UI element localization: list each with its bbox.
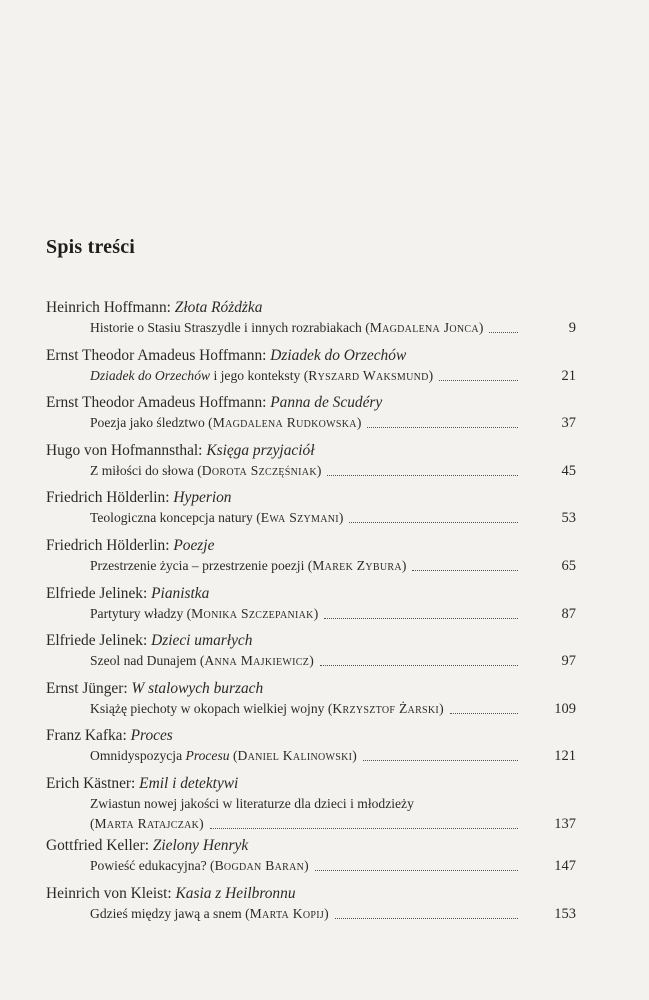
toc-entry bbox=[46, 774, 576, 836]
dot-leader bbox=[412, 569, 518, 571]
chapter-title: Powieść edukacyjna? (Bogdan Baran) bbox=[90, 857, 309, 873]
toc-entry bbox=[46, 584, 576, 632]
work-title: Złota Różdżka bbox=[174, 299, 263, 316]
dot-leader bbox=[327, 474, 518, 476]
page-number: 137 bbox=[554, 815, 576, 832]
dot-leader bbox=[363, 759, 518, 761]
work-title: Dziadek do Orzechów bbox=[270, 346, 407, 364]
toc-entry bbox=[46, 679, 576, 727]
author-name: Erich Kästner: bbox=[46, 774, 140, 792]
author-name: Franz Kafka: bbox=[46, 727, 131, 745]
chapter-line bbox=[90, 794, 576, 814]
page-number: 87 bbox=[561, 605, 576, 622]
contributor-name: Anna Majkiewicz bbox=[204, 653, 310, 669]
chapter-title: Z miłości do słowa (Dorota Szczęśniak) bbox=[90, 462, 322, 478]
author-line bbox=[46, 298, 576, 318]
toc-entry bbox=[46, 393, 576, 441]
author-name: Ernst Theodor Amadeus Hoffmann: bbox=[46, 346, 271, 364]
chapter-title: Przestrzenie życia – przestrzenie poezji (Marek Zybura) bbox=[90, 557, 407, 573]
page-number: 45 bbox=[561, 462, 576, 479]
chapter-title: Gdzieś między jawą a snem (Marta Kopij) bbox=[90, 905, 329, 921]
dot-leader bbox=[450, 712, 518, 714]
dot-leader bbox=[320, 664, 518, 666]
chapter-title: Partytury władzy (Monika Szczepaniak) bbox=[90, 605, 319, 621]
contributor-name: Daniel Kalinowski bbox=[237, 748, 353, 764]
author-line bbox=[46, 679, 576, 699]
author-name: Hugo von Hofmannsthal: bbox=[46, 441, 207, 459]
dot-leader bbox=[324, 617, 518, 619]
dot-leader bbox=[335, 917, 518, 919]
work-title: Księga przyjaciół bbox=[206, 441, 315, 459]
contributor-name: Ryszard Waksmund bbox=[308, 367, 429, 383]
author-name: Ernst Theodor Amadeus Hoffmann: bbox=[46, 394, 271, 412]
page-number: 153 bbox=[554, 905, 576, 922]
chapter-title: Dziadek do Orzechów i jego konteksty (Ryszard Waksmund) bbox=[90, 367, 434, 383]
page-number: 121 bbox=[554, 748, 576, 765]
author-line bbox=[46, 836, 576, 856]
toc-entry bbox=[46, 298, 576, 346]
contributor-name: Magdalena Rudkowska bbox=[212, 415, 357, 431]
author-line bbox=[46, 346, 576, 366]
toc-entry bbox=[46, 346, 576, 394]
chapter-line bbox=[90, 699, 576, 719]
page-number: 109 bbox=[554, 700, 576, 717]
page-number: 53 bbox=[561, 510, 576, 527]
chapter-line bbox=[90, 651, 576, 671]
contributor-name: Marek Zybura bbox=[312, 557, 402, 573]
work-title: Hyperion bbox=[173, 489, 232, 507]
dot-leader bbox=[349, 521, 518, 523]
page-number: 9 bbox=[568, 320, 576, 336]
chapter-line bbox=[90, 856, 576, 876]
toc-entry bbox=[46, 441, 576, 489]
author-name: Ernst Jünger: bbox=[46, 679, 132, 697]
author-name: Friedrich Hölderlin: bbox=[46, 489, 174, 507]
contributor-name: Marta Ratajczak bbox=[94, 815, 200, 831]
author-line bbox=[46, 488, 576, 508]
contributor-name: Dorota Szczęśniak bbox=[201, 462, 317, 478]
author-line bbox=[46, 584, 576, 604]
toc-entry bbox=[46, 631, 576, 679]
contributor-name: Bogdan Baran bbox=[214, 857, 305, 873]
author-name: Friedrich Hölderlin: bbox=[46, 536, 174, 554]
chapter-title: Książę piechoty w okopach wielkiej wojny (Krzysztof Żarski) bbox=[90, 700, 444, 716]
work-title: Pianistka bbox=[151, 584, 210, 602]
page-number: 65 bbox=[561, 557, 576, 574]
dot-leader bbox=[315, 869, 518, 871]
work-title: Panna de Scudéry bbox=[270, 394, 383, 412]
chapter-line bbox=[90, 746, 576, 766]
author-name: Gottfried Keller: bbox=[46, 836, 153, 854]
toc-entry bbox=[46, 488, 576, 536]
page-number: 97 bbox=[561, 653, 576, 670]
author-line bbox=[46, 536, 576, 556]
chapter-title: Szeol nad Dunajem (Anna Majkiewicz) bbox=[90, 653, 314, 669]
work-title: Proces bbox=[130, 727, 173, 745]
author-line bbox=[46, 631, 576, 651]
page-title: Spis treści bbox=[46, 236, 136, 258]
author-line bbox=[46, 774, 576, 794]
chapter-line bbox=[90, 366, 576, 386]
chapter-line bbox=[90, 904, 576, 924]
work-title: W stalowych burzach bbox=[131, 679, 264, 697]
author-name: Heinrich Hoffmann: bbox=[46, 299, 175, 316]
page-number: 37 bbox=[561, 415, 576, 432]
contributor-name: Ewa Szymani bbox=[260, 510, 339, 526]
chapter-line bbox=[90, 604, 576, 624]
chapter-line bbox=[90, 413, 576, 433]
page-number: 147 bbox=[554, 857, 576, 874]
dot-leader bbox=[210, 827, 518, 829]
chapter-title: Omnidyspozycja Procesu (Daniel Kalinowski) bbox=[90, 748, 357, 764]
toc-entry bbox=[46, 536, 576, 584]
work-title: Kasia z Heilbronnu bbox=[175, 884, 296, 902]
author-line bbox=[46, 393, 576, 413]
chapter-title: Poezja jako śledztwo (Magdalena Rudkowska) bbox=[90, 415, 362, 431]
chapter-line bbox=[90, 556, 576, 576]
author-name: Elfriede Jelinek: bbox=[46, 584, 152, 602]
author-name: Heinrich von Kleist: bbox=[46, 884, 176, 902]
page-number: 21 bbox=[561, 367, 576, 384]
work-title: Emil i detektywi bbox=[139, 774, 239, 792]
work-title: Dzieci umarłych bbox=[151, 632, 253, 650]
chapter-title: Zwiastun nowej jakości w literaturze dla dzieci i młodzieży bbox=[90, 795, 414, 811]
contributor-name: Monika Szczepaniak bbox=[191, 605, 314, 621]
author-line bbox=[46, 441, 576, 461]
chapter-line-continued bbox=[90, 814, 576, 834]
author-line bbox=[46, 884, 576, 904]
contributor-name: Krzysztof Żarski bbox=[332, 700, 440, 716]
work-title: Poezje bbox=[173, 536, 215, 554]
contributor-name: Marta Kopij bbox=[249, 905, 325, 921]
dot-leader bbox=[439, 379, 518, 381]
dot-leader bbox=[367, 426, 518, 428]
author-line bbox=[46, 726, 576, 746]
chapter-title: Teologiczna koncepcja natury (Ewa Szymani) bbox=[90, 510, 344, 526]
dot-leader bbox=[489, 331, 518, 333]
toc-entry bbox=[46, 884, 576, 932]
toc-entry bbox=[46, 726, 576, 774]
toc-entry bbox=[46, 836, 576, 884]
chapter-contributor: (Marta Ratajczak) bbox=[90, 815, 204, 831]
chapter-line bbox=[90, 318, 576, 338]
chapter-line bbox=[90, 508, 576, 528]
table-of-contents bbox=[46, 298, 576, 931]
author-name: Elfriede Jelinek: bbox=[46, 632, 152, 650]
chapter-line bbox=[90, 461, 576, 481]
work-title: Zielony Henryk bbox=[152, 836, 249, 854]
contributor-name: Magdalena Jonca bbox=[369, 320, 479, 335]
chapter-title: Historie o Stasiu Straszydle i innych rozrabiakach (Magdalena Jonca) bbox=[90, 320, 484, 335]
